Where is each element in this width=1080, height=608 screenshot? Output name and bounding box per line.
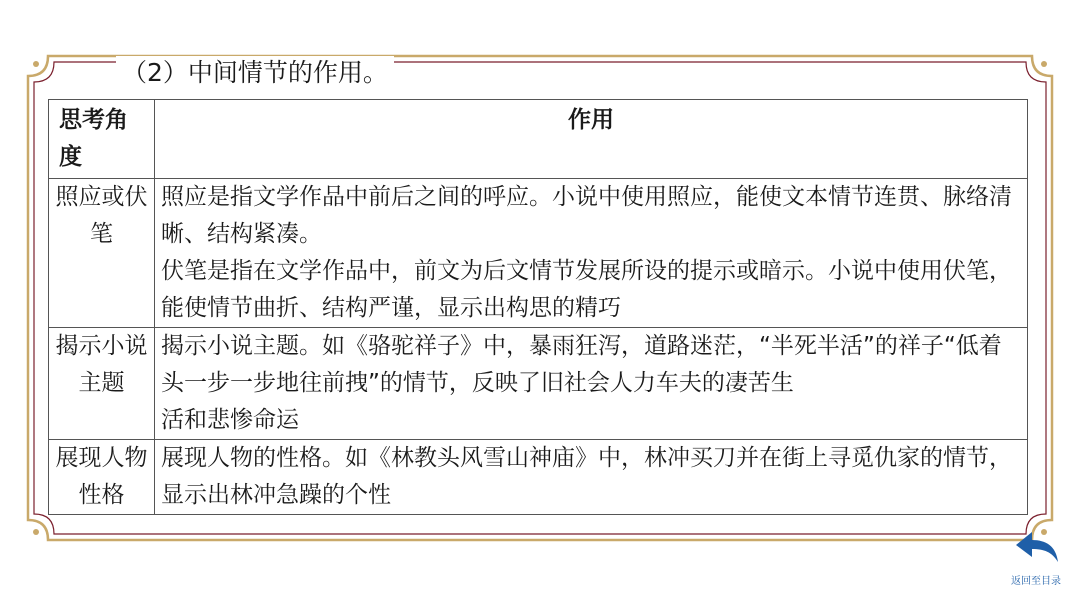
paragraph: 伏笔是指在文学作品中，前文为后文情节发展所设的提示或暗示。小说中使用伏笔，能使情节曲折、结构严谨，显示出构思的精巧 [161, 258, 1012, 321]
row-angle: 揭示小说主题 [49, 328, 155, 440]
row-function [155, 179, 1028, 328]
paragraph: 照应是指文学作品中前后之间的呼应。小说中使用照应，能使文本情节连贯、脉络清晰、结构紧凑。 [161, 184, 1012, 247]
header-function: 作用 [155, 100, 1028, 179]
corner-ornament [33, 61, 39, 67]
corner-ornament [33, 529, 39, 535]
corner-ornament [1041, 61, 1047, 67]
header-angle: 思考角度 [49, 100, 155, 179]
section-heading: （2）中间情节的作用。 [116, 56, 394, 90]
back-to-contents-button[interactable] [1004, 530, 1068, 587]
content-table [48, 99, 1028, 515]
row-angle: 展现人物性格 [49, 440, 155, 515]
paragraph: 揭示小说主题。如《骆驼祥子》中，暴雨狂泻，道路迷茫，“半死半活”的祥子“低着头一步一步地往前拽”的情节，反映了旧社会人力车夫的凄苦生 [161, 333, 1002, 396]
table-header-row [49, 100, 1028, 179]
row-function [155, 440, 1028, 515]
back-to-contents-label[interactable]: 返回至目录 [1011, 576, 1061, 587]
back-arrow-icon[interactable] [1012, 530, 1060, 564]
paragraph: 展现人物的性格。如《林教头风雪山神庙》中，林冲买刀并在街上寻觅仇家的情节，显示出林冲急躁的个性 [161, 445, 1012, 508]
table-row [49, 440, 1028, 515]
table-row [49, 328, 1028, 440]
table-row [49, 179, 1028, 328]
row-function [155, 328, 1028, 440]
paragraph: 活和悲惨命运 [161, 407, 299, 433]
row-angle: 照应或伏笔 [49, 179, 155, 328]
